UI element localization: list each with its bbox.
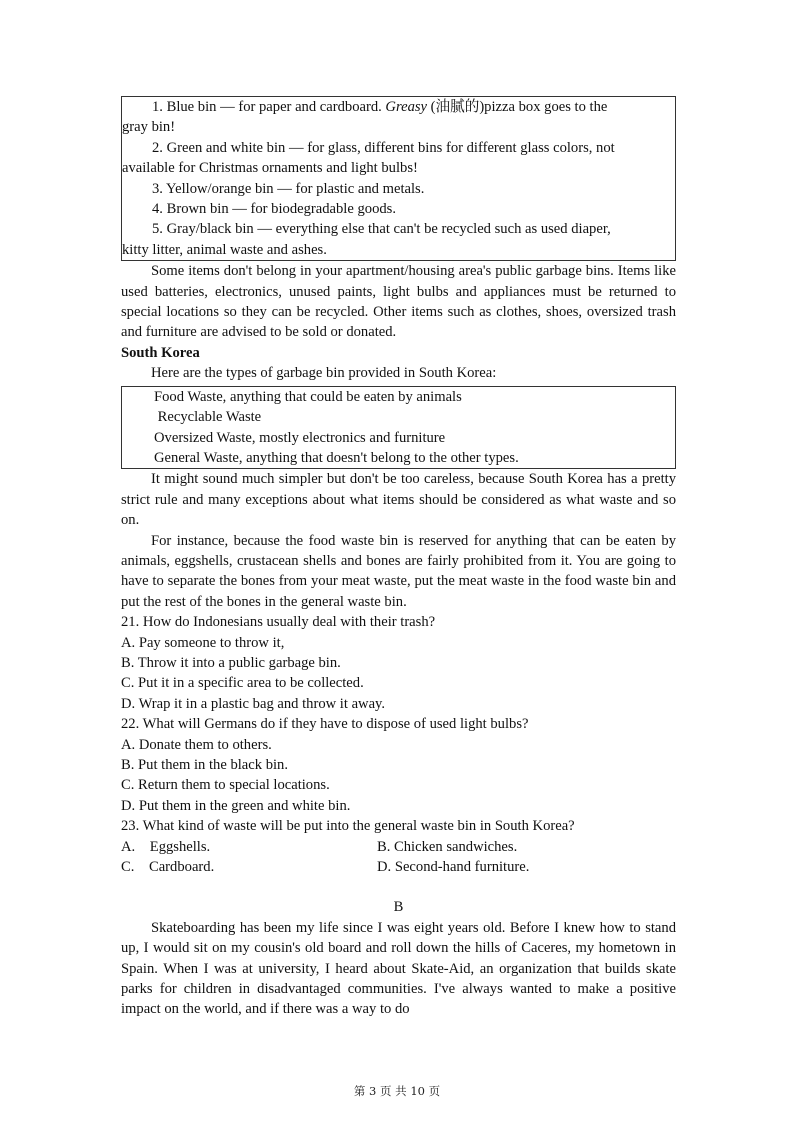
page-footer: 第 3 页 共 10 页: [353, 1084, 441, 1098]
question-23-option-c: C. Cardboard.: [121, 859, 215, 876]
page-content: [121, 96, 676, 1020]
bin-item-5: 5. Gray/black bin — everything else that can't be recycled such as used diaper,: [152, 221, 611, 238]
question-23-row-2: [121, 857, 676, 877]
bin-item-1-rest: (油腻的)pizza box goes to the: [427, 99, 608, 115]
question-22-stem: 22. What will Germans do if they have to dispose of used light bulbs?: [121, 716, 529, 733]
bin-item-5-cont: kitty litter, animal waste and ashes.: [122, 241, 327, 258]
question-22-option-b: B. Put them in the black bin.: [121, 757, 289, 773]
question-21-option-d: D. Wrap it in a plastic bag and throw it away.: [121, 695, 386, 712]
bin-item-1-cont: gray bin!: [122, 119, 176, 136]
bin-item-4: 4. Brown bin — for biodegradable goods.: [152, 201, 396, 218]
korea-bin-3: Oversized Waste, mostly electronics and furniture: [154, 429, 446, 446]
korea-bin-1: Food Waste, anything that could be eaten by animals: [154, 388, 462, 405]
south-korea-intro: Here are the types of garbage bin provided in South Korea:: [151, 365, 497, 382]
question-21-option-c: C. Put it in a specific area to be collected.: [121, 675, 364, 692]
section-b-heading: B: [393, 899, 404, 916]
section-spacer: [121, 877, 676, 897]
paragraph-simple: It might sound much simpler but don't be too careless, because South Korea has a pretty strict rule and many exceptions about what items should be considered as what waste and so on.: [121, 471, 676, 529]
paragraph-b: Skateboarding has been my life since I was eight years old. Before I knew how to stand up, I would sit on my cousin's old board and roll down the hills of Caceres, my hometown in Spain. When I was at university, I heard about Skate-Aid, an organization that builds skate parks for children in disadvantaged communities. I've always wanted to make a positive impact on the world, and if there was a way to do: [121, 919, 676, 1018]
korea-bin-2: Recyclable Waste: [154, 409, 262, 426]
question-23-stem: 23. What kind of waste will be put into the general waste bin in South Korea?: [121, 818, 575, 835]
question-23: [121, 816, 676, 877]
bin-item-2-cont: available for Christmas ornaments and light bulbs!: [122, 160, 418, 177]
question-21: [121, 612, 676, 714]
bin-item-1-italic: Greasy: [385, 99, 428, 115]
bin-item-3: 3. Yellow/orange bin — for plastic and metals.: [152, 180, 425, 197]
bin-item-1: [122, 97, 675, 117]
question-23-row-1: [121, 837, 676, 857]
bin-item-2: 2. Green and white bin — for glass, different bins for different glass colors, not: [152, 139, 615, 156]
question-22-option-d: D. Put them in the green and white bin.: [121, 797, 351, 814]
korea-bins-box: [121, 386, 676, 470]
question-21-option-b: B. Throw it into a public garbage bin.: [121, 654, 341, 671]
question-23-option-a: A. Eggshells.: [121, 838, 211, 855]
question-21-stem: 21. How do Indonesians usually deal with their trash?: [121, 614, 436, 631]
bin-item-1-text: 1. Blue bin — for paper and cardboard.: [152, 99, 386, 115]
question-22-option-a: A. Donate them to others.: [121, 736, 272, 753]
south-korea-heading: South Korea: [121, 344, 200, 361]
question-22-option-c: C. Return them to special locations.: [121, 777, 330, 794]
question-21-option-a: A. Pay someone to throw it,: [121, 634, 285, 651]
paragraph-instance: For instance, because the food waste bin is reserved for anything that can be eaten by animals, eggshells, crustacean shells and bones are fairly prohibited from it. You are going to have to separate the bones from your meat waste, put the meat waste in the food waste bin and put the rest of the bones in the general waste bin.: [121, 532, 676, 610]
question-23-option-b: B. Chicken sandwiches.: [377, 838, 518, 855]
question-23-option-d: D. Second-hand furniture.: [377, 859, 530, 876]
german-bins-box: [121, 96, 676, 261]
paragraph-items: Some items don't belong in your apartment/housing area's public garbage bins. Items like used batteries, electronics, unused paints, light bulbs and appliances must be returned to special locations so they can be recycled. Other items such as clothes, shoes, oversized trash and furniture are advised to be sold or donated.: [121, 263, 676, 341]
korea-bin-4: General Waste, anything that doesn't belong to the other types.: [154, 449, 519, 466]
question-22: [121, 714, 676, 816]
